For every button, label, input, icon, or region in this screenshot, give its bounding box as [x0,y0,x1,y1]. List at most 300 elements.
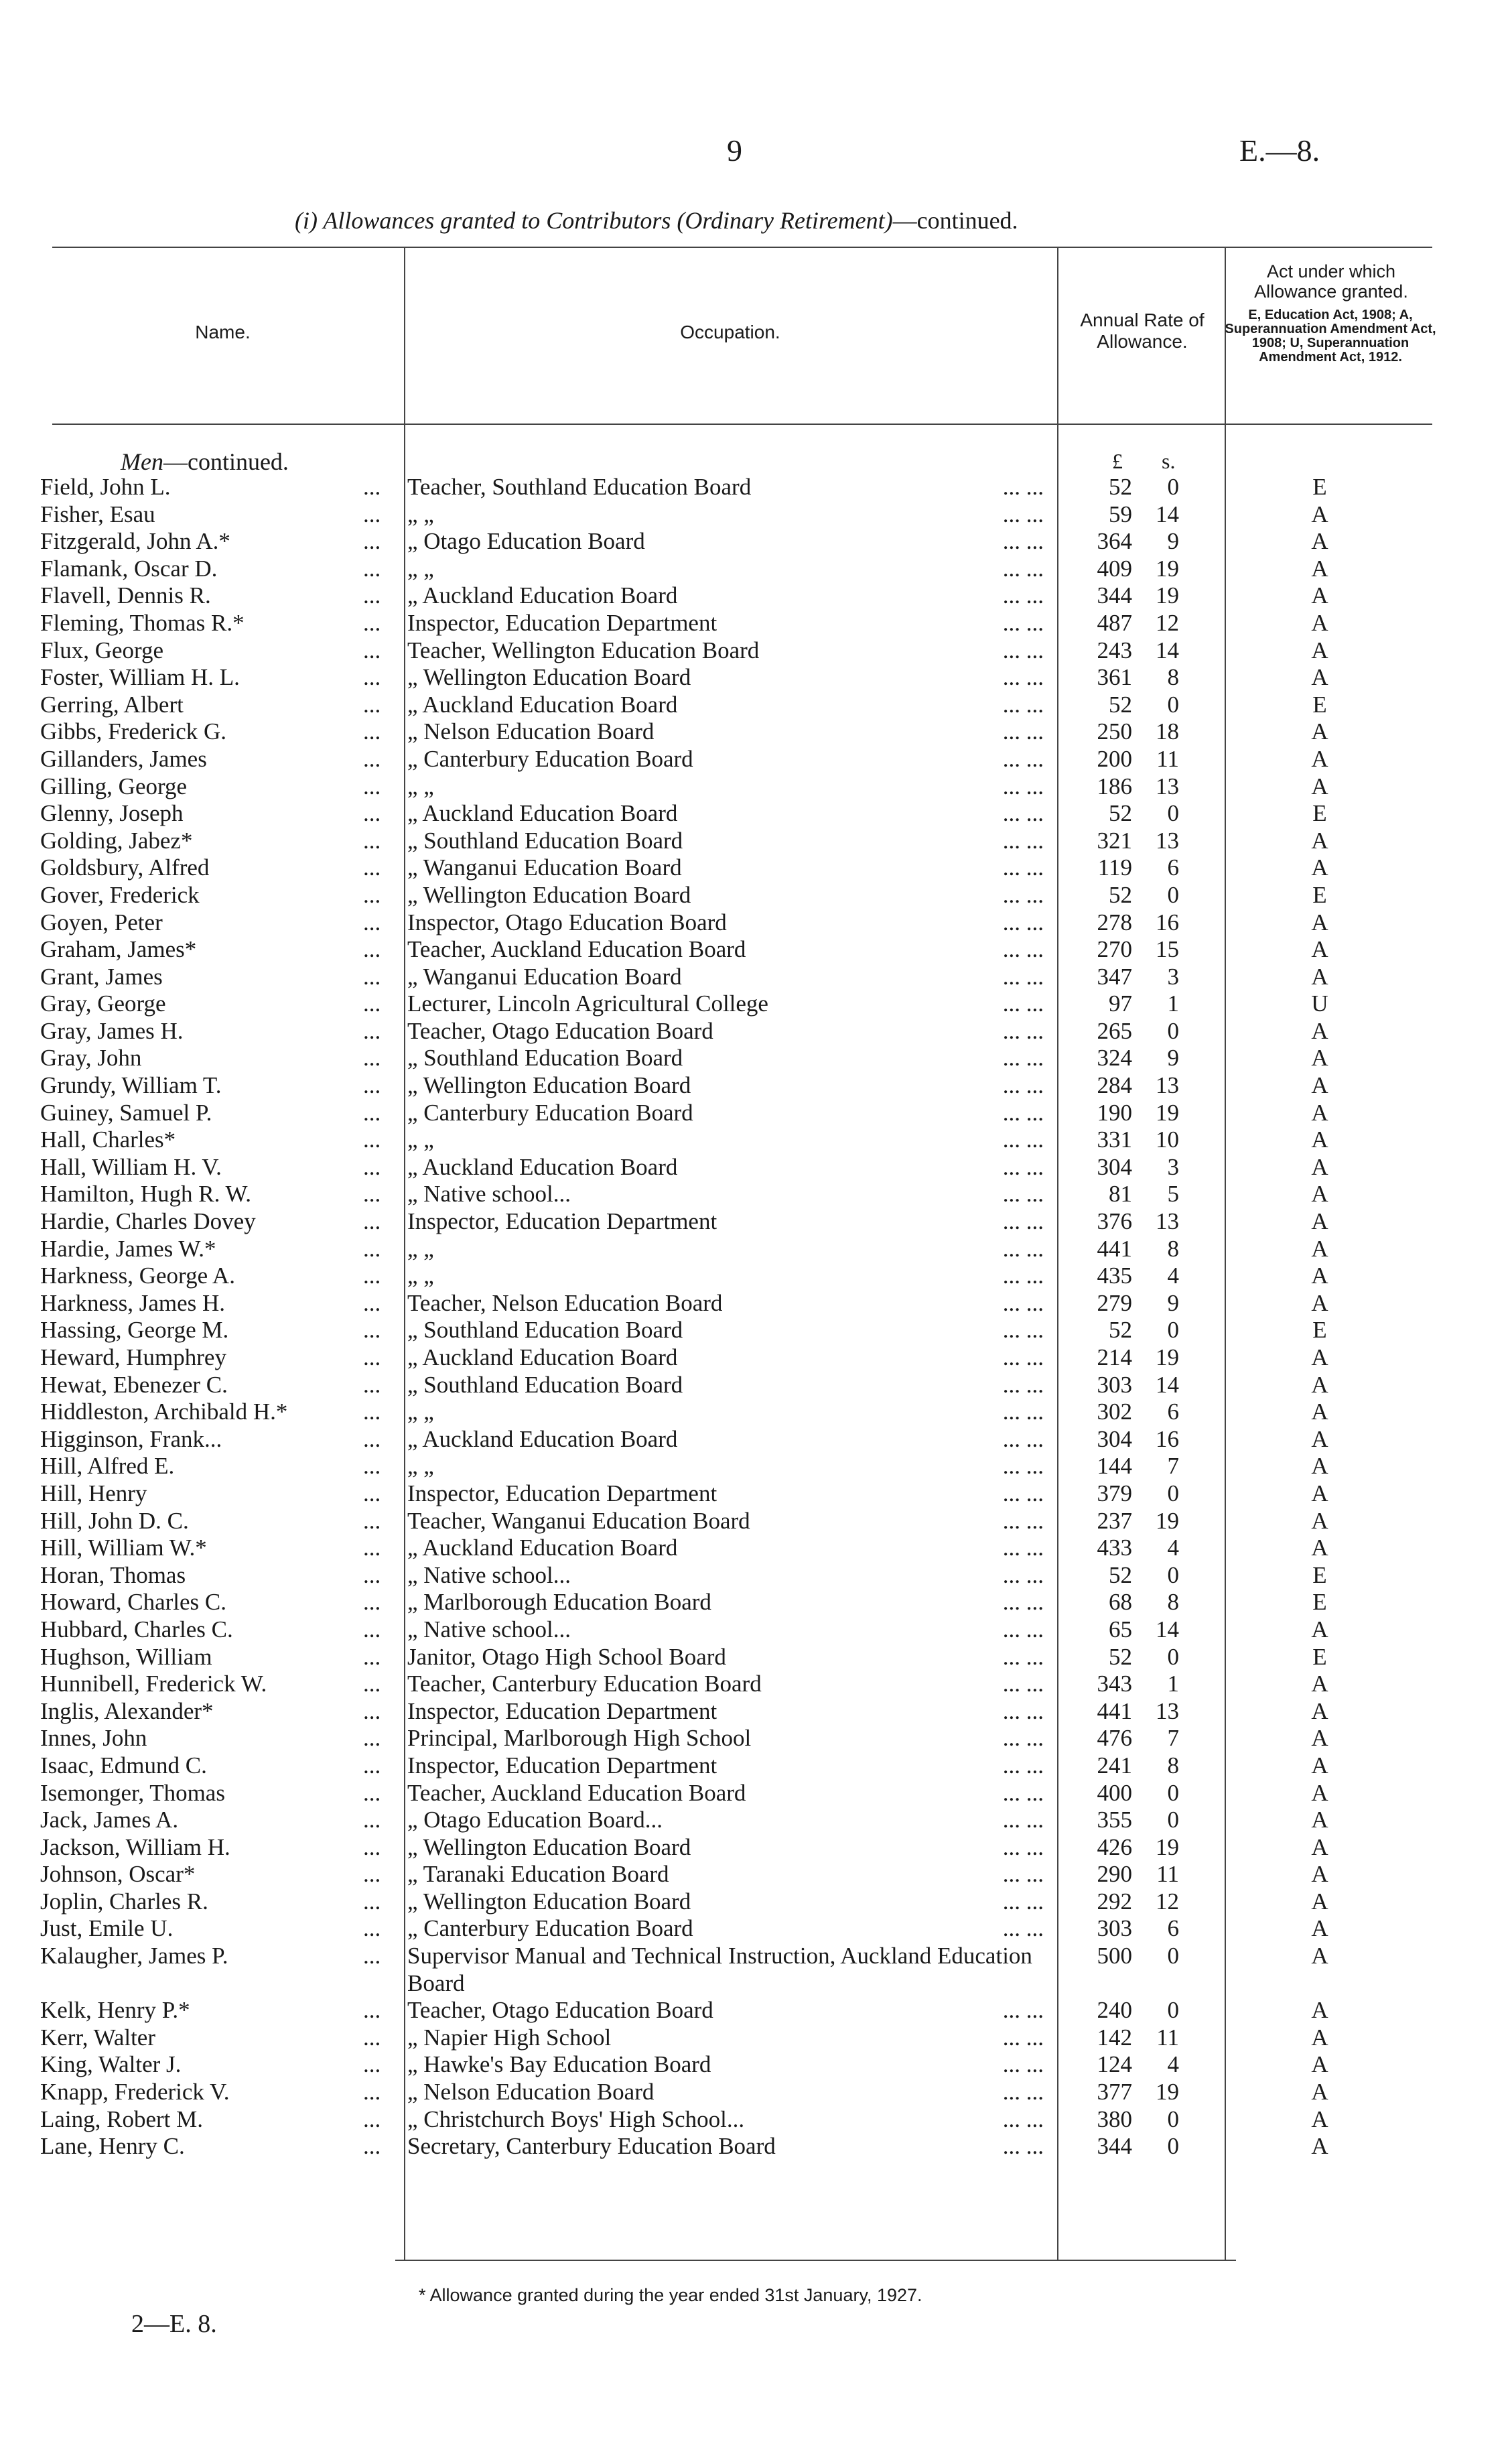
row-act: A [1311,1888,1328,1915]
row-name: Hall, William H. V. [40,1153,222,1180]
row-occupation: „ Nelson Education Board [407,2079,655,2105]
leader-dots: ... ... [1002,718,1044,745]
table-row [0,2133,1512,2160]
leader-dots: ... ... [1002,1888,1044,1915]
row-pounds: 265 [1097,1017,1132,1044]
row-pounds: 190 [1097,1099,1132,1126]
row-act: A [1311,1725,1328,1752]
table-title-suffix: —continued. [892,207,1018,234]
row-name: Higginson, Frank... [40,1425,222,1452]
table-row [0,1100,1512,1127]
row-shillings: 11 [1156,2024,1179,2051]
table-row [0,1126,1512,1154]
row-occupation: Teacher, Southland Education Board [407,474,752,500]
row-pounds: 321 [1097,827,1132,854]
leader-dots: ... [363,1861,381,1888]
row-name: Hassing, George M. [40,1317,229,1344]
row-shillings: 4 [1167,2051,1179,2078]
row-act: A [1311,1344,1328,1370]
row-act: A [1311,773,1328,799]
row-occupation: „ Southland Education Board [407,827,683,854]
row-name: Innes, John [40,1725,147,1752]
leader-dots: ... ... [1002,800,1044,827]
row-shillings: 6 [1167,1399,1179,1425]
leader-dots: ... [363,936,381,963]
row-act: A [1311,827,1328,854]
table-row [0,2051,1512,2079]
table-row [0,1480,1512,1508]
row-act: A [1311,1752,1328,1778]
leader-dots: ... [363,1616,381,1642]
leader-dots: ... ... [1002,827,1044,854]
row-pounds: 237 [1097,1507,1132,1534]
table-row [0,1045,1512,1072]
row-name: Kerr, Walter [40,2024,155,2051]
row-name: Gray, James H. [40,1017,184,1044]
row-shillings: 7 [1167,1725,1179,1752]
row-shillings: 0 [1167,2105,1179,2132]
table-row [0,1725,1512,1752]
row-shillings: 0 [1167,1779,1179,1806]
row-act: A [1311,1153,1328,1180]
row-name: Grundy, William T. [40,1072,222,1099]
row-act: A [1311,1997,1328,2024]
row-act: A [1311,1943,1328,1969]
row-occupation: „ Hawke's Bay Education Board [407,2051,711,2078]
row-name: Graham, James* [40,936,197,963]
row-act: A [1311,2051,1328,2078]
row-occupation: „ Auckland Education Board [407,582,678,609]
row-occupation: „ Southland Education Board [407,1371,683,1398]
row-act: A [1311,528,1328,555]
row-occupation: „ „ [407,1399,434,1425]
leader-dots: ... ... [1002,528,1044,555]
leader-dots: ... ... [1002,2079,1044,2105]
leader-dots: ... ... [1002,909,1044,935]
leader-dots: ... ... [1002,1453,1044,1480]
row-name: Lane, Henry C. [40,2133,185,2160]
leader-dots: ... ... [1002,2105,1044,2132]
table-title [295,206,1018,235]
row-pounds: 124 [1097,2051,1132,2078]
leader-dots: ... ... [1002,1045,1044,1072]
leader-dots: ... ... [1002,1561,1044,1588]
row-pounds: 52 [1109,1561,1132,1588]
row-occupation: „ Wanganui Education Board [407,854,682,881]
leader-dots: ... [363,1671,381,1697]
table-row [0,1317,1512,1344]
table-row [0,664,1512,692]
row-act: A [1311,745,1328,772]
row-pounds: 433 [1097,1535,1132,1561]
row-pounds: 241 [1097,1752,1132,1778]
leader-dots: ... ... [1002,474,1044,500]
row-shillings: 0 [1167,1807,1179,1833]
row-pounds: 303 [1097,1915,1132,1942]
table-row [0,800,1512,828]
leader-dots: ... ... [1002,1425,1044,1452]
signature-mark: 2—E. 8. [131,2310,217,2338]
table-row [0,1807,1512,1834]
row-pounds: 59 [1109,501,1132,527]
leader-dots: ... [363,1480,381,1506]
table-row [0,990,1512,1018]
row-pounds: 68 [1109,1589,1132,1616]
leader-dots: ... ... [1002,1697,1044,1724]
leader-dots: ... [363,800,381,827]
leader-dots: ... ... [1002,1344,1044,1370]
table-row [0,1834,1512,1862]
row-act: A [1311,1480,1328,1506]
leader-dots: ... [363,881,381,908]
row-pounds: 302 [1097,1399,1132,1425]
table-row [0,1208,1512,1236]
leader-dots: ... ... [1002,1099,1044,1126]
leader-dots: ... [363,1833,381,1860]
row-occupation: Teacher, Otago Education Board [407,1997,713,2024]
row-name: Hill, John D. C. [40,1507,189,1534]
leader-dots: ... [363,1072,381,1099]
row-act: A [1311,1616,1328,1642]
row-shillings: 6 [1167,1915,1179,1942]
leader-dots: ... [363,1561,381,1588]
table-row [0,854,1512,882]
row-occupation: „ Canterbury Education Board [407,1915,693,1942]
row-pounds: 290 [1097,1861,1132,1888]
row-shillings: 19 [1156,1099,1179,1126]
row-pounds: 278 [1097,909,1132,935]
row-occupation: „ Auckland Education Board [407,800,678,827]
row-occupation: Teacher, Auckland Education Board [407,936,746,963]
row-name: Guiney, Samuel P. [40,1099,212,1126]
row-pounds: 303 [1097,1371,1132,1398]
row-shillings: 0 [1167,1480,1179,1506]
leader-dots: ... ... [1002,691,1044,718]
row-shillings: 0 [1167,1643,1179,1670]
leader-dots: ... ... [1002,664,1044,691]
table-row [0,909,1512,937]
leader-dots: ... ... [1002,1915,1044,1942]
leader-dots: ... ... [1002,555,1044,582]
row-occupation: Teacher, Wellington Education Board [407,637,760,663]
table-row [0,1290,1512,1317]
row-occupation: „ „ [407,773,434,799]
leader-dots: ... [363,963,381,990]
row-act: A [1311,1235,1328,1262]
row-shillings: 15 [1156,936,1179,963]
row-name: Gray, John [40,1045,142,1072]
leader-dots: ... [363,1535,381,1561]
row-act: E [1312,800,1327,827]
leader-dots: ... [363,2079,381,2105]
row-shillings: 16 [1156,1425,1179,1452]
row-pounds: 240 [1097,1997,1132,2024]
leader-dots: ... ... [1002,1752,1044,1778]
row-shillings: 19 [1156,555,1179,582]
row-shillings: 4 [1167,1535,1179,1561]
row-name: Jackson, William H. [40,1833,230,1860]
leader-dots: ... ... [1002,1671,1044,1697]
row-shillings: 0 [1167,1561,1179,1588]
leader-dots: ... ... [1002,2051,1044,2078]
row-occupation: „ Auckland Education Board [407,1153,678,1180]
row-name: Gray, George [40,990,166,1017]
table-row [0,1861,1512,1888]
leader-dots: ... [363,1045,381,1072]
row-name: Gerring, Albert [40,691,184,718]
leader-dots: ... ... [1002,1289,1044,1316]
row-name: Horan, Thomas [40,1561,186,1588]
leader-dots: ... ... [1002,1480,1044,1506]
row-shillings: 19 [1156,1344,1179,1370]
row-occupation: Teacher, Wanganui Education Board [407,1507,750,1534]
row-name: Hunnibell, Frederick W. [40,1671,267,1697]
row-pounds: 52 [1109,881,1132,908]
table-row [0,1671,1512,1698]
row-name: Kelk, Henry P.* [40,1997,190,2024]
row-act: A [1311,1017,1328,1044]
row-pounds: 361 [1097,664,1132,691]
leader-dots: ... [363,1425,381,1452]
row-pounds: 81 [1109,1181,1132,1208]
row-act: A [1311,1697,1328,1724]
leader-dots: ... ... [1002,854,1044,881]
row-shillings: 13 [1156,1072,1179,1099]
row-act: E [1312,1561,1327,1588]
leader-dots: ... ... [1002,1235,1044,1262]
table-row [0,1372,1512,1399]
row-pounds: 441 [1097,1235,1132,1262]
leader-dots: ... [363,718,381,745]
table-row [0,1943,1512,1997]
leader-dots: ... [363,1752,381,1778]
row-pounds: 400 [1097,1779,1132,1806]
row-act: E [1312,1589,1327,1616]
row-act: A [1311,1181,1328,1208]
row-pounds: 97 [1109,990,1132,1017]
leader-dots: ... [363,1453,381,1480]
row-pounds: 476 [1097,1725,1132,1752]
row-pounds: 292 [1097,1888,1132,1915]
row-act: A [1311,1045,1328,1072]
leader-dots: ... [363,637,381,663]
row-occupation: „ Wellington Education Board [407,881,691,908]
row-pounds: 344 [1097,582,1132,609]
leader-dots: ... ... [1002,1153,1044,1180]
row-pounds: 52 [1109,1643,1132,1670]
table-row [0,474,1512,501]
row-shillings: 18 [1156,718,1179,745]
leader-dots: ... ... [1002,1507,1044,1534]
leader-dots: ... [363,1153,381,1180]
row-occupation: Inspector, Education Department [407,1752,717,1778]
row-name: Hamilton, Hugh R. W. [40,1181,252,1208]
row-act: A [1311,1208,1328,1235]
row-name: Hughson, William [40,1643,212,1670]
row-name: Foster, William H. L. [40,664,240,691]
table-row [0,1453,1512,1480]
row-name: Harkness, James H. [40,1289,226,1316]
row-occupation: „ Christchurch Boys' High School... [407,2105,745,2132]
row-pounds: 347 [1097,963,1132,990]
table-row [0,1589,1512,1616]
row-act: A [1311,2024,1328,2051]
row-name: Glenny, Joseph [40,800,184,827]
row-occupation: Supervisor Manual and Technical Instruction, Auckland Education Board [407,1943,1032,1996]
leader-dots: ... ... [1002,1807,1044,1833]
row-act: A [1311,1399,1328,1425]
row-act: A [1311,1833,1328,1860]
row-pounds: 243 [1097,637,1132,663]
row-occupation: Principal, Marlborough High School [407,1725,752,1752]
row-occupation: „ Wellington Education Board [407,1888,691,1915]
leader-dots: ... [363,1126,381,1153]
leader-dots: ... [363,1289,381,1316]
table-row [0,1181,1512,1208]
table-row [0,1698,1512,1726]
row-shillings: 0 [1167,1943,1179,1969]
row-act: E [1312,691,1327,718]
leader-dots: ... ... [1002,1861,1044,1888]
leader-dots: ... [363,1643,381,1670]
leader-dots: ... [363,501,381,527]
row-shillings: 1 [1167,1671,1179,1697]
row-occupation: Inspector, Education Department [407,1480,717,1506]
row-act: A [1311,963,1328,990]
row-occupation: „ Southland Education Board [407,1317,683,1344]
leader-dots: ... [363,1181,381,1208]
row-shillings: 10 [1156,1126,1179,1153]
leader-dots: ... [363,1725,381,1752]
row-occupation: „ Wellington Education Board [407,1833,691,1860]
row-name: Hubbard, Charles C. [40,1616,233,1642]
row-act: A [1311,637,1328,663]
row-occupation: „ Auckland Education Board [407,1344,678,1370]
row-occupation: „ Marlborough Education Board [407,1589,711,1616]
row-name: Fitzgerald, John A.* [40,528,230,555]
row-shillings: 0 [1167,2133,1179,2160]
table-row [0,1399,1512,1426]
row-act: A [1311,909,1328,935]
row-pounds: 409 [1097,555,1132,582]
row-pounds: 380 [1097,2105,1132,2132]
row-name: Inglis, Alexander* [40,1697,214,1724]
row-pounds: 331 [1097,1126,1132,1153]
row-name: Field, John L. [40,474,171,500]
row-pounds: 52 [1109,800,1132,827]
row-name: Gilling, George [40,773,188,799]
header-rate: Annual Rate of Allowance. [1080,310,1205,352]
row-shillings: 14 [1156,637,1179,663]
leader-dots: ... ... [1002,1616,1044,1642]
leader-dots: ... ... [1002,1997,1044,2024]
row-act: A [1311,854,1328,881]
row-name: Just, Emile U. [40,1915,174,1942]
row-occupation: Teacher, Auckland Education Board [407,1779,746,1806]
row-occupation: „ Otago Education Board [407,528,645,555]
row-act: A [1311,2079,1328,2105]
table-row [0,828,1512,855]
row-pounds: 344 [1097,2133,1132,2160]
leader-dots: ... [363,609,381,636]
section-label [121,448,289,476]
row-act: A [1311,1779,1328,1806]
leader-dots: ... [363,1888,381,1915]
table-row [0,1535,1512,1562]
table-row [0,556,1512,583]
table-row [0,1562,1512,1590]
row-pounds: 435 [1097,1262,1132,1289]
leader-dots: ... ... [1002,1399,1044,1425]
row-occupation: „ „ [407,1235,434,1262]
row-shillings: 5 [1167,1181,1179,1208]
row-name: Jack, James A. [40,1807,179,1833]
leader-dots: ... ... [1002,1317,1044,1344]
leader-dots: ... ... [1002,990,1044,1017]
row-name: Gover, Frederick [40,881,200,908]
row-pounds: 324 [1097,1045,1132,1072]
header-act-note: E, Education Act, 1908; A, Superannuation Amendment Act, 1908; U, Superannuation Amendment Act, 1912. [1225,308,1436,365]
leader-dots: ... [363,827,381,854]
leader-dots: ... ... [1002,881,1044,908]
row-shillings: 9 [1167,528,1179,555]
row-act: A [1311,1425,1328,1452]
row-name: Fleming, Thomas R.* [40,609,245,636]
table-row [0,1997,1512,2024]
leader-dots: ... [363,1779,381,1806]
table-row [0,1616,1512,1644]
row-occupation: Inspector, Otago Education Board [407,909,727,935]
row-name: Goyen, Peter [40,909,163,935]
leader-dots: ... ... [1002,1017,1044,1044]
row-shillings: 13 [1156,773,1179,799]
page-number: 9 [727,133,742,168]
row-occupation: Secretary, Canterbury Education Board [407,2133,776,2160]
row-shillings: 0 [1167,800,1179,827]
leader-dots: ... [363,1807,381,1833]
leader-dots: ... ... [1002,745,1044,772]
row-name: Hiddleston, Archibald H.* [40,1399,288,1425]
leader-dots: ... [363,854,381,881]
row-name: Flux, George [40,637,164,663]
table-row [0,1344,1512,1372]
table-row [0,1236,1512,1263]
row-shillings: 13 [1156,1208,1179,1235]
row-name: Johnson, Oscar* [40,1861,196,1888]
row-occupation: „ „ [407,1262,434,1289]
row-shillings: 13 [1156,1697,1179,1724]
leader-dots: ... [363,1235,381,1262]
row-act: A [1311,936,1328,963]
row-shillings: 0 [1167,881,1179,908]
row-pounds: 119 [1097,854,1132,881]
row-occupation: Janitor, Otago High School Board [407,1643,726,1670]
row-act: A [1311,1671,1328,1697]
row-name: Heward, Humphrey [40,1344,226,1370]
row-name: Howard, Charles C. [40,1589,227,1616]
row-act: A [1311,501,1328,527]
row-name: Joplin, Charles R. [40,1888,208,1915]
row-name: Kalaugher, James P. [40,1943,228,1969]
row-act: A [1311,1535,1328,1561]
row-shillings: 9 [1167,1045,1179,1072]
row-act: A [1311,1915,1328,1942]
leader-dots: ... [363,1371,381,1398]
leader-dots: ... [363,2105,381,2132]
table-row [0,746,1512,773]
row-occupation: Lecturer, Lincoln Agricultural College [407,990,768,1017]
table-row [0,882,1512,909]
